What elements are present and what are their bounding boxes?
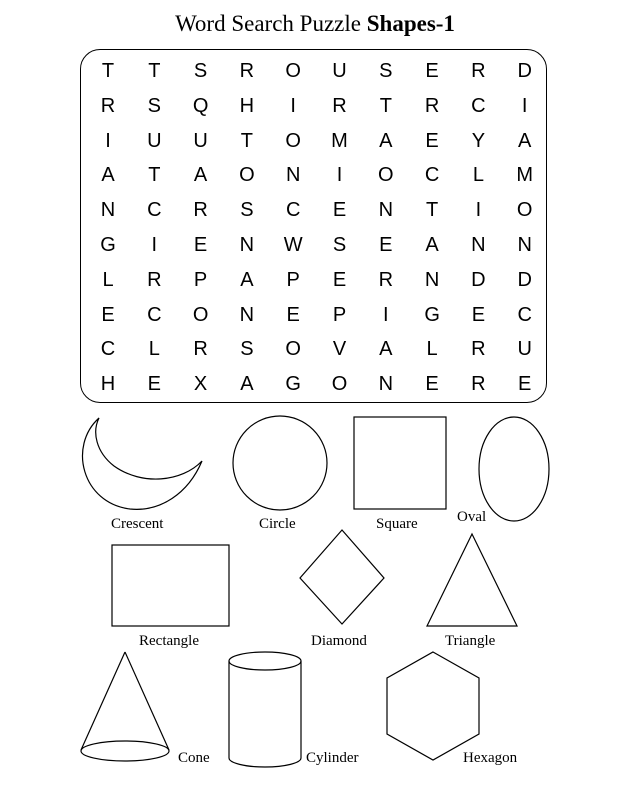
grid-letter: N [100,199,116,222]
grid-letter: O [516,199,533,222]
grid-letter: E [471,303,486,326]
grid-letter: I [521,94,528,117]
square-shape [354,417,446,509]
circle-label: Circle [259,516,296,532]
grid-letter: S [379,60,393,82]
hexagon-label: Hexagon [463,750,518,766]
grid-letter: Y [471,129,486,152]
grid-letter: I [475,199,482,222]
rectangle-label: Rectangle [139,633,199,649]
grid-letter: O [192,303,209,326]
rectangle-shape [112,545,229,626]
grid-letter: R [100,94,116,117]
grid-letter: P [332,303,347,326]
grid-letter: E [147,373,161,396]
grid-letter: O [285,338,301,361]
grid-letter: O [378,164,394,187]
grid-letter: U [193,129,208,152]
grid-letter: A [101,164,115,187]
grid-letter: N [378,373,394,396]
grid-letter: U [332,60,347,82]
grid-letter: L [102,268,114,291]
triangle-label: Triangle [445,633,496,649]
title-prefix: Word Search Puzzle [175,11,361,36]
grid-letter: E [332,199,347,222]
triangle-shape [427,534,517,626]
grid-letter: A [240,268,254,291]
cone-shape [81,652,169,761]
grid-letter: N [378,199,394,222]
grid-letter: G [285,373,301,396]
grid-letter: M [516,164,534,187]
cone-label: Cone [178,750,210,766]
grid-letter: I [151,234,158,256]
grid-letter: T [148,60,161,82]
grid-letter: E [332,268,347,291]
grid-letter: D [517,268,532,291]
grid-letter: N [239,234,255,256]
grid-letter: E [193,234,208,256]
grid-letter: C [100,338,116,361]
grid-letter: N [517,234,532,256]
grid-letter: I [290,94,296,117]
grid-letter: A [193,164,208,187]
grid-letter: T [101,60,115,82]
grid-letter: E [425,129,439,152]
grid-letter: Q [192,94,209,117]
grid-letter: E [425,60,439,82]
grid-letter: G [100,234,116,256]
grid-letter: R [471,338,486,361]
grid-letter: L [426,338,438,361]
grid-letter: G [424,303,440,326]
grid-letter: M [331,129,348,152]
grid-letter: R [193,199,208,222]
grid-letter: T [379,94,392,117]
grid-letter: H [100,373,116,396]
grid-letter: I [105,129,111,152]
grid-letter: D [517,60,532,82]
grid-letter: A [240,373,254,396]
hexagon-shape [387,652,479,760]
grid-letter: T [240,129,253,152]
grid-letter: I [336,164,343,187]
grid-letter: S [240,338,254,361]
grid-letter: R [471,373,486,396]
grid-letter: W [283,234,303,256]
grid-letter: S [332,234,347,256]
grid-letter: D [471,268,486,291]
oval-label: Oval [457,509,487,525]
grid-letter: N [424,268,440,291]
grid-letter: E [101,303,115,326]
crescent-shape [83,418,202,509]
grid-letter: E [379,234,393,256]
crescent-label: Crescent [111,516,164,532]
grid-letter: A [425,234,439,256]
grid-letter: O [239,164,255,187]
grid-letter: E [286,303,300,326]
grid-letter: P [286,268,300,291]
grid-letter: H [239,94,255,117]
grid-letter: X [193,373,208,396]
grid-letter: R [332,94,347,117]
grid-letter: N [285,164,301,187]
grid-letter: A [379,338,393,361]
grid-letter: A [379,129,393,152]
grid-letter: C [147,199,162,222]
grid-letter: C [471,94,486,117]
grid-letter: R [147,268,162,291]
grid-letter: T [425,199,439,222]
diamond-label: Diamond [311,633,367,649]
square-label: Square [376,516,418,532]
grid-letter: S [193,60,208,82]
grid-letter: E [425,373,439,396]
grid-letter: P [193,268,208,291]
grid-letter: R [193,338,208,361]
cylinder-label: Cylinder [306,750,359,766]
grid-letter: I [383,303,389,326]
grid-letter: A [518,129,532,152]
grid-letter: O [331,373,348,396]
grid-letter: V [332,338,347,361]
title-strong: Shapes-1 [366,11,455,36]
grid-letter: O [285,60,301,82]
grid-letter: C [147,303,162,326]
grid-letter: O [285,129,301,152]
grid-letter: N [239,303,255,326]
cylinder-shape [229,652,301,767]
grid-letter: U [517,338,532,361]
grid-letter: N [471,234,486,256]
grid-letter: C [285,199,301,222]
grid-letter: C [424,164,440,187]
grid-letter: E [518,373,532,396]
grid-letter: L [472,164,484,187]
grid-letter: L [148,338,160,361]
grid-letter: U [147,129,162,152]
grid-letter: R [471,60,486,82]
diamond-shape [300,530,384,624]
grid-letter: C [517,303,532,326]
circle-shape [233,416,327,510]
grid-letter: S [240,199,254,222]
grid-letter: R [378,268,394,291]
grid-letter: R [239,60,255,82]
grid-letter: T [148,164,161,187]
grid-letter: R [424,94,440,117]
grid-letter: S [147,94,161,117]
oval-shape [479,417,549,521]
